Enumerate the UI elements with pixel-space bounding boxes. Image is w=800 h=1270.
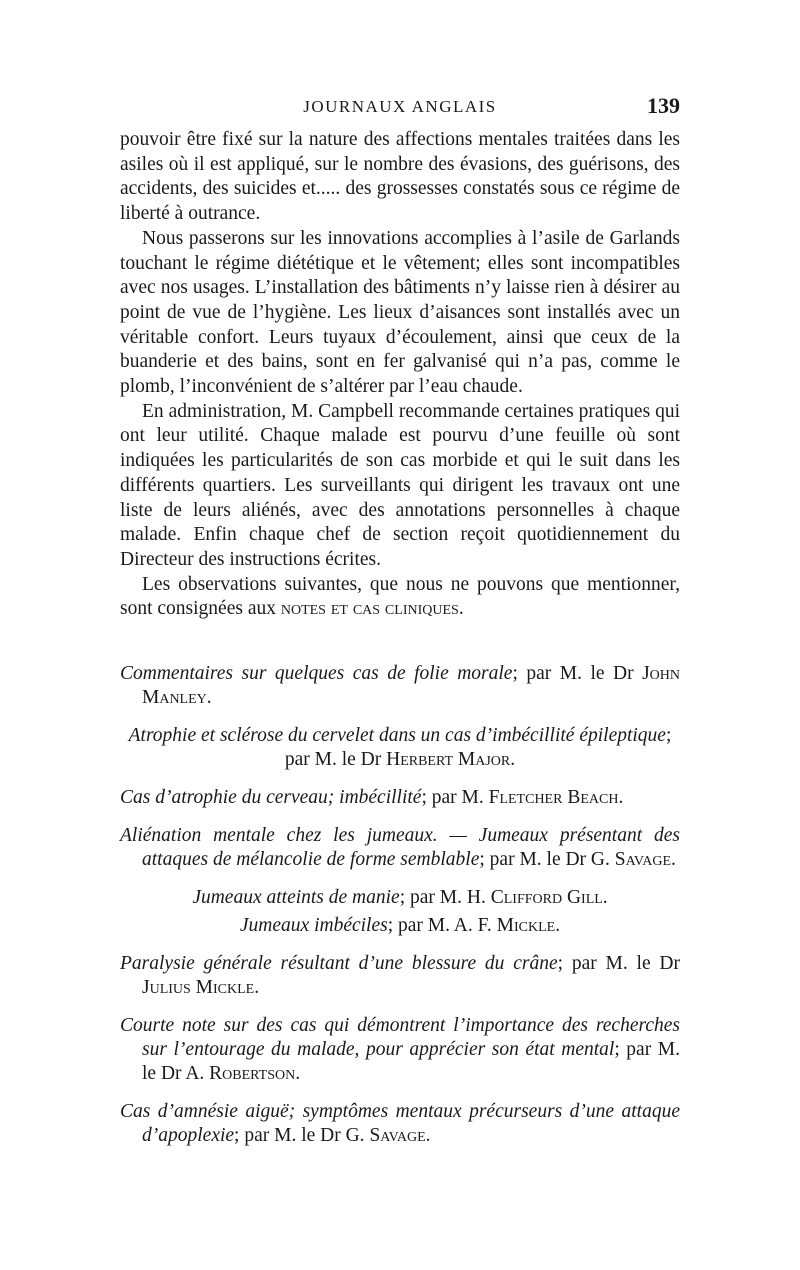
entry-byline: ; par M. le Dr xyxy=(512,663,643,684)
entry-byline: ; par M. xyxy=(421,787,489,808)
entry-author: Savage. xyxy=(369,1125,431,1146)
entry-author: Herbert Major. xyxy=(386,749,516,770)
paragraph-3: En administration, M. Campbell recommande certaines pratiques qui ont leur utilité. Chaque malade est pourvu d’une feuille où sont indiquées les particularités de son cas morbide et qui le suit dans les différents quartiers. Les surveillants qui dirigent les travaux ont une liste de leurs aliénés, avec des annotations personnelles à chaque malade. Enfin chaque chef de section reçoit quotidiennement du Directeur des instructions écrites. xyxy=(120,400,680,570)
entry-author: John Manley. xyxy=(142,663,680,708)
entry-author: Robertson. xyxy=(209,1063,301,1084)
entry-title: Aliénation mentale chez les jumeaux. — Jumeaux présentant des attaques de mélancolie de forme semblable xyxy=(120,825,680,870)
list-item xyxy=(120,786,680,810)
entry-byline: ; par M. le Dr G. xyxy=(234,1125,370,1146)
running-title: JOURNAUX ANGLAIS xyxy=(303,97,497,116)
entry-title: Commentaires sur quelques cas de folie morale xyxy=(120,663,513,684)
page-number: 139 xyxy=(647,93,680,118)
entry-title: Jumeaux imbéciles xyxy=(239,915,388,936)
list-item xyxy=(120,724,680,772)
entry-author: Fletcher Beach. xyxy=(488,787,624,808)
entry-author: Mickle. xyxy=(496,915,561,936)
entry-byline: ; par M. le Dr xyxy=(284,725,672,770)
entry-title: Jumeaux atteints de manie xyxy=(192,887,400,908)
entry-title: Courte note sur des cas qui démontrent l’importance des recherches sur l’entourage du malade, pour apprécier son état mental xyxy=(120,1015,680,1060)
entry-author: Clifford Gill. xyxy=(490,887,608,908)
list-item xyxy=(120,1014,680,1086)
list-item xyxy=(120,662,680,710)
entry-author: Julius Mickle. xyxy=(142,977,260,998)
clinical-notes-list xyxy=(120,662,680,1162)
list-item xyxy=(120,1100,680,1148)
entry-byline: ; par M. le Dr G. xyxy=(479,849,615,870)
entry-title: Atrophie et sclérose du cervelet dans un cas d’imbécillité épileptique xyxy=(128,725,666,746)
paragraph-4-text: Les observations suivantes, que nous ne pouvons que mentionner, sont consignées aux xyxy=(120,573,680,620)
entry-byline: ; par M. le Dr xyxy=(557,953,681,974)
entry-byline: ; par M. H. xyxy=(399,887,491,908)
list-item xyxy=(120,886,680,910)
entry-byline: ; par M. le Dr A. xyxy=(142,1039,680,1084)
entry-byline: ; par M. A. F. xyxy=(387,915,497,936)
entry-title: Paralysie générale résultant d’une blessure du crâne xyxy=(120,953,558,974)
paragraph-1: pouvoir être fixé sur la nature des affections mentales traitées dans les asiles où il est appliqué, sur le nombre des évasions, des guérisons, des accidents, des suicides et..... des grossesses constatés sous ce régime de liberté à outrance. xyxy=(120,129,680,225)
list-item xyxy=(120,952,680,1000)
paragraph-4 xyxy=(120,573,680,622)
body-text xyxy=(120,128,680,622)
list-item xyxy=(120,824,680,872)
paragraph-2: Nous passerons sur les innovations accomplies à l’asile de Garlands touchant le régime diététique et le vêtement; elles sont incompatibles avec nos usages. L’installation des bâtiments n’y laisse rien à désirer au point de vue de l’hygiène. Les lieux d’aisances sont installés avec un véritable confort. Leurs tuyaux d’écoulement, ainsi que ceux de la buanderie et des bains, sont en fer galvanisé qui n’a pas, comme le plomb, l’inconvénient de s’altérer par l’eau chaude. xyxy=(120,227,680,398)
notes-label: notes et cas cliniques. xyxy=(280,598,464,620)
entry-author: Savage. xyxy=(614,849,676,870)
page-header xyxy=(120,93,680,121)
list-item xyxy=(120,914,680,938)
entry-title: Cas d’atrophie du cerveau; imbécillité xyxy=(120,787,422,808)
entry-title: Cas d’amnésie aiguë; symptômes mentaux précurseurs d’une attaque d’apoplexie xyxy=(120,1101,680,1146)
